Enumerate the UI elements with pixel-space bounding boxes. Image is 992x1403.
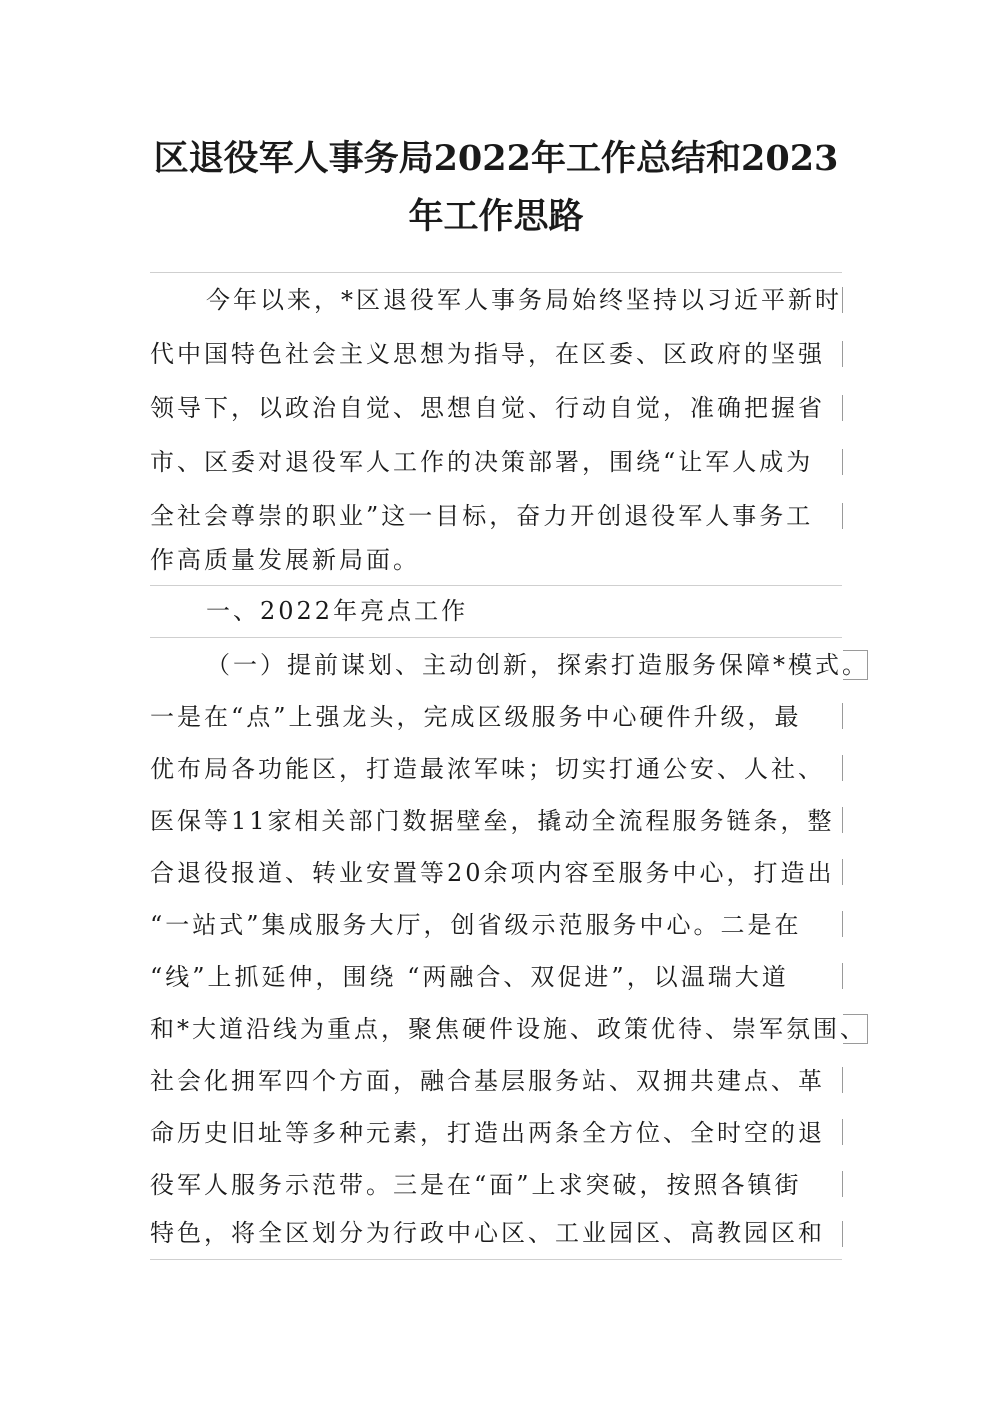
paragraph-2-line: 命历史旧址等多种元素，打造出两条全方位、全时空的退 — [150, 1119, 825, 1147]
margin-mark — [842, 1171, 843, 1197]
margin-mark — [842, 1067, 843, 1093]
margin-mark — [842, 755, 843, 781]
paragraph-2-line: 合退役报道、转业安置等20余项内容至服务中心，打造出 — [150, 859, 835, 887]
paragraph-2-line: 和*大道沿线为重点，聚焦硬件设施、政策优待、崇军氛围、 — [150, 1015, 867, 1043]
margin-mark — [842, 963, 843, 989]
paragraph-1-line: 作高质量发展新局面。 — [150, 546, 420, 574]
title-line-2: 年工作思路 — [408, 196, 584, 237]
margin-mark — [842, 503, 843, 529]
margin-mark — [842, 1119, 843, 1145]
paragraph-2-line: “一站式”集成服务大厅，创省级示范服务中心。二是在 — [150, 911, 802, 939]
margin-box-mark — [843, 1014, 868, 1044]
paragraph-2-line: 优布局各功能区，打造最浓军味；切实打通公安、人社、 — [150, 755, 825, 783]
paragraph-2-line: 社会化拥军四个方面，融合基层服务站、双拥共建点、革 — [150, 1067, 825, 1095]
paragraph-2-line: 医保等11家相关部门数据壁垒，撬动全流程服务链条，整 — [150, 807, 835, 835]
margin-box-mark — [843, 650, 868, 680]
margin-mark — [842, 703, 843, 729]
paragraph-2-line: （一）提前谋划、主动创新，探索打造服务保障*模式。 — [206, 651, 869, 679]
margin-mark — [842, 911, 843, 937]
margin-mark — [842, 395, 843, 421]
paragraph-2-line: 一是在“点”上强龙头，完成区级服务中心硬件升级，最 — [150, 703, 802, 731]
margin-mark — [842, 807, 843, 833]
margin-mark — [842, 287, 843, 313]
paragraph-1-line: 领导下，以政治自觉、思想自觉、行动自觉，准确把握省 — [150, 394, 825, 422]
margin-mark — [842, 859, 843, 885]
paragraph-2-line: 特色，将全区划分为行政中心区、工业园区、高教园区和 — [150, 1219, 825, 1247]
margin-mark — [842, 341, 843, 367]
section-heading: 一、2022年亮点工作 — [206, 597, 469, 625]
margin-mark — [842, 1221, 843, 1247]
paragraph-1-line: 今年以来，*区退役军人事务局始终坚持以习近平新时 — [206, 286, 842, 314]
margin-mark — [842, 449, 843, 475]
paragraph-2-line: “线”上抓延伸，围绕 “两融合、双促进”，以温瑞大道 — [150, 963, 789, 991]
paragraph-1-line: 代中国特色社会主义思想为指导，在区委、区政府的坚强 — [150, 340, 825, 368]
title-line-1: 区退役军人事务局2022年工作总结和2023 — [153, 138, 839, 179]
paragraph-1-line: 市、区委对退役军人工作的决策部署，围绕“让军人成为 — [150, 448, 814, 476]
paragraph-2-line: 役军人服务示范带。三是在“面”上求突破，按照各镇街 — [150, 1171, 802, 1199]
paragraph-1-line: 全社会尊崇的职业”这一目标，奋力开创退役军人事务工 — [150, 502, 814, 530]
document-title — [120, 130, 872, 246]
